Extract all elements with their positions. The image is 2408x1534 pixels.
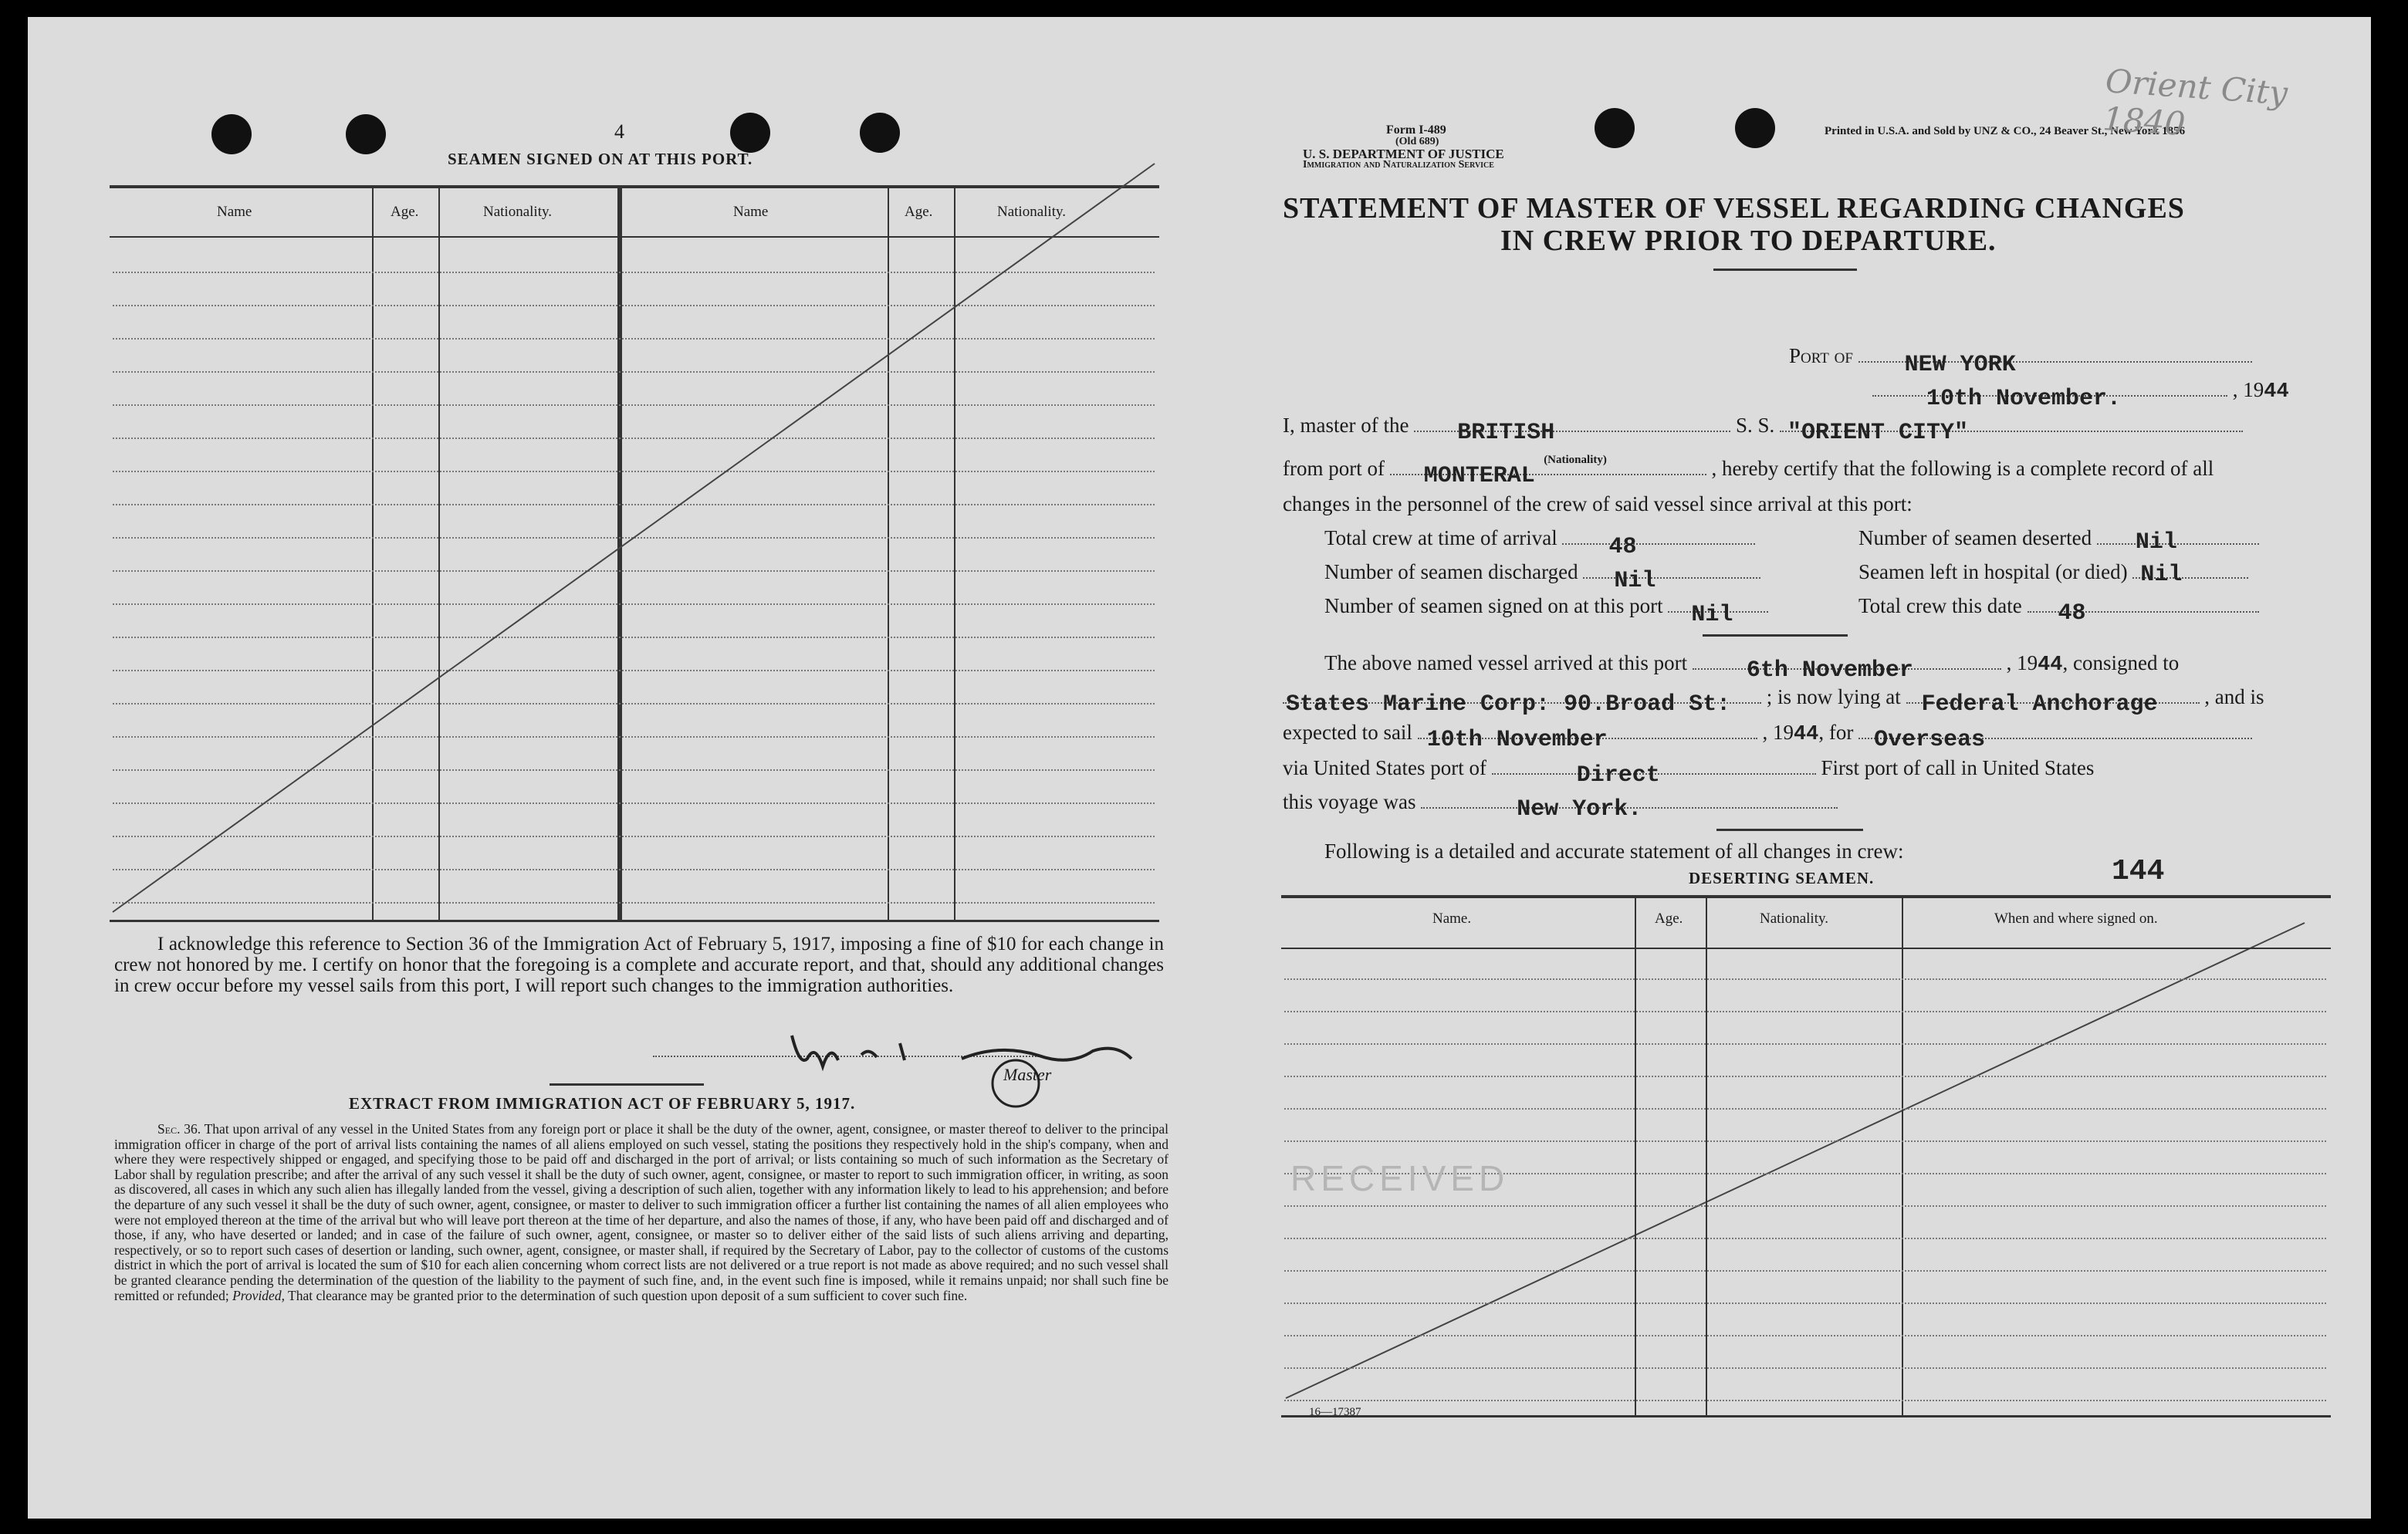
- via-value: Direct: [1576, 762, 1660, 789]
- first-port-label: First port of call in United States: [1821, 756, 2095, 779]
- deserting-title: DESERTING SEAMEN.: [1689, 869, 1875, 887]
- hospital-field: [1858, 560, 2248, 588]
- table-row: [1284, 1043, 2326, 1045]
- form-title-line2: IN CREW PRIOR TO DEPARTURE.: [1500, 225, 1997, 257]
- total-crew-date-value: 48: [2058, 600, 2086, 627]
- via-line: [1283, 756, 2095, 789]
- from-port-label: from port of: [1283, 457, 1385, 480]
- printer-credit: Printed in U.S.A. and Sold by UNZ & CO., 24 Beaver St., New York 1856: [1825, 125, 2186, 137]
- table-top-rule: [1281, 895, 2331, 898]
- following-text: Following is a detailed and accurate statement of all changes in crew:: [1324, 840, 1904, 863]
- table-header-rule: [1281, 948, 2331, 949]
- service-name: Immigration and Naturalization Service: [1303, 159, 1494, 171]
- table-row: [1284, 1205, 2326, 1207]
- received-stamp: RECEIVED: [1290, 1158, 1510, 1198]
- table-row: [1284, 1108, 2326, 1110]
- form-number: Form I-489: [1386, 123, 1446, 137]
- column-header-signed-on: When and where signed on.: [1994, 911, 2158, 927]
- deserting-number: 144: [2112, 855, 2165, 888]
- voyage-label: this voyage was: [1283, 790, 1416, 813]
- signature-label: Master: [1003, 1065, 1052, 1084]
- department-name: U. S. DEPARTMENT OF JUSTICE: [1303, 147, 1504, 161]
- lying-label: ; is now lying at: [1766, 685, 1901, 708]
- table-row: [1284, 1076, 2326, 1077]
- column-header-age: Age.: [1655, 911, 1683, 927]
- from-port-line: [1283, 457, 2214, 489]
- title-underline: [1713, 269, 1857, 271]
- column-header-age: Age.: [391, 204, 419, 220]
- expected-year-prefix: 19: [1772, 721, 1794, 744]
- master-label: I, master of the: [1283, 414, 1409, 437]
- discharged-label: Number of seamen discharged: [1324, 560, 1578, 583]
- table-row: [1284, 1140, 2326, 1142]
- consignee-value: States Marine Corp: 90.Broad St:: [1286, 691, 1731, 718]
- expected-label: expected to sail: [1283, 721, 1412, 744]
- discharged-field: [1324, 560, 1760, 594]
- column-header-age: Age.: [905, 204, 933, 220]
- changes-text: changes in the personnel of the crew of said vessel since arrival at this port:: [1283, 492, 1913, 515]
- page-number: 4: [614, 120, 624, 143]
- total-crew-arrival-value: 48: [1608, 534, 1637, 560]
- hospital-label: Seamen left in hospital (or died): [1858, 560, 2128, 583]
- table-row: [1284, 1303, 2326, 1304]
- table-row: [1284, 1270, 2326, 1272]
- extract-section-label: Sec. 36.: [157, 1121, 201, 1137]
- date-value: 10th November.: [1926, 386, 2122, 412]
- consignee-line: [1283, 685, 2264, 718]
- nationality-value: BRITISH: [1457, 420, 1555, 446]
- lying-value: Federal Anchorage: [1921, 691, 2158, 718]
- extract-text: That upon arrival of any vessel in the United States from any foreign port or place it shall be the duty of the owner, agent, consignee, or master thereof to deliver to the principal immigration officer in charge of the port of arrival lists containing the names of all aliens employed on such vessel, stating the positions they respectively hold in the ship's company, when and where they were respectively shipped or engaged, and specifying those to be paid off and discharged in the port of arrival; or lists containing so much of such information as the Secretary of Labor shall by regulation prescribe; and after the arrival of any such vessel it shall be the duty of such owner, agent, consignee, or master to report to such immigration officer, in writing, as soon as discovered, all cases in which any such alien has illegally landed from the vessel, giving a description of such alien, together with any information likely to lead to his apprehension; and before the departure of any such vessel it shall be the duty of such owner, agent, consignee, or master to deliver to such immigration officer a further list containing the names of all alien employees who were not employed thereon at the time of the arrival but who will leave port thereon at the time of her departure, and also the names of those, if any, who have been paid off and discharged and of those, if any, who have deserted or landed; and in case of the failure of such owner, agent, consignee, or master so to deliver either of the said lists of such aliens arriving and departing, respectively, or so to report such cases of desertion or landing, such owner, agent, consignee, or master shall, if required by the Secretary of Labor, pay to the collector of customs of the customs district in which the port of arrival is located the sum of $10 for each alien concerning whom correct lists are not delivered or a true report is not made as above required; and no such vessel shall be granted clearance pending the determination of the question of the liability to the payment of such fine, and, in the event such fine is imposed, while it remains unpaid; nor shall such fine be remitted or refunded;: [114, 1121, 1168, 1303]
- left-page-title: SEAMEN SIGNED ON AT THIS PORT.: [448, 150, 753, 168]
- table-row: [1284, 1400, 2326, 1401]
- hospital-value: Nil: [2140, 562, 2183, 588]
- for-label: , for: [1818, 721, 1854, 744]
- signed-on-field: [1324, 594, 1768, 628]
- port-value: NEW YORK: [1904, 352, 2016, 378]
- via-label: via United States port of: [1283, 756, 1486, 779]
- nationality-caption: (Nationality): [1544, 454, 1607, 466]
- signed-on-value: Nil: [1691, 602, 1733, 628]
- column-header-name: Name: [217, 204, 252, 220]
- deserted-field: [1858, 526, 2259, 556]
- arrived-line: The above named vessel arrived at this port 6th November , 1944, consigned to: [1324, 651, 2180, 684]
- vessel-name-value: "ORIENT CITY": [1787, 420, 1969, 446]
- arrived-value: 6th November: [1746, 657, 1913, 684]
- extract-body: [114, 1122, 1168, 1303]
- extract-title: EXTRACT FROM IMMIGRATION ACT OF FEBRUARY 5, 1917.: [349, 1094, 856, 1113]
- table-row: [1284, 1011, 2326, 1012]
- and-is-label: , and is: [2204, 685, 2264, 708]
- deserted-label: Number of seamen deserted: [1858, 526, 2092, 549]
- master-line: [1283, 414, 2243, 466]
- discharged-value: Nil: [1614, 568, 1656, 594]
- total-crew-date-label: Total crew this date: [1858, 594, 2022, 617]
- table-row: [1284, 1367, 2326, 1369]
- form-title-line1: STATEMENT OF MASTER OF VESSEL REGARDING CHANGES: [1283, 192, 2185, 225]
- arrived-year-value: 44: [2038, 654, 2063, 677]
- column-header-nationality: Nationality.: [1760, 911, 1828, 927]
- column-header-nationality: Nationality.: [483, 204, 552, 220]
- deserted-value: Nil: [2135, 529, 2177, 556]
- column-header-nationality: Nationality.: [997, 204, 1066, 220]
- table-row: [1284, 978, 2326, 980]
- extract-tail: That clearance may be granted prior to the determination of such question upon deposit of a sum sufficient to cover such fine.: [288, 1287, 968, 1303]
- arrived-label: The above named vessel arrived at this port: [1324, 651, 1688, 674]
- total-crew-arrival-label: Total crew at time of arrival: [1324, 526, 1557, 549]
- port-field: [1789, 344, 2252, 378]
- column-header-name: Name: [733, 204, 769, 220]
- table-col-divider: [1706, 898, 1707, 1415]
- section-divider: [550, 1083, 704, 1086]
- corner-handwritten-note: Orient City 1840: [2102, 62, 2289, 144]
- table-col-divider: [1902, 898, 1903, 1415]
- expected-line: expected to sail 10th November , 1944, for Overseas: [1283, 721, 2252, 746]
- year-prefix: 19: [2243, 378, 2264, 401]
- section-divider: [1716, 829, 1863, 831]
- table-row: [1284, 1335, 2326, 1336]
- consigned-label: , consigned to: [2062, 651, 2180, 674]
- total-crew-arrival-field: [1324, 526, 1755, 560]
- certify-text: , hereby certify that the following is a complete record of all: [1711, 457, 2214, 480]
- table-col-divider: [1635, 898, 1636, 1415]
- for-value: Overseas: [1874, 727, 1986, 753]
- footer-code: 16—17387: [1309, 1406, 1361, 1418]
- acknowledgement-text: I acknowledge this reference to Section 36 of the Immigration Act of February 5, 1917, imposing a fine of $10 for each change in crew not honored by me. I certify on honor that the foregoing is a complete and accurate report, and that, should any additional changes in crew occur before my vessel sails from this port, I will report such changes to the immigration authorities.: [114, 934, 1164, 996]
- table-bottom-rule: [1281, 1415, 2331, 1417]
- total-crew-date-field: [1858, 594, 2259, 627]
- expected-year-value: 44: [1793, 723, 1819, 746]
- year-value: 44: [2264, 380, 2289, 404]
- date-field: 10th November. , 1944: [1872, 378, 2289, 404]
- extract-provided: Provided,: [232, 1287, 285, 1303]
- signed-on-label: Number of seamen signed on at this port: [1324, 594, 1663, 617]
- section-divider: [1703, 634, 1848, 637]
- from-port-value: MONTERAL: [1423, 463, 1535, 489]
- column-header-name: Name.: [1432, 911, 1472, 927]
- port-label: Port of: [1789, 344, 1853, 367]
- voyage-line: [1283, 790, 1838, 823]
- document-sheet: [28, 17, 2371, 1519]
- ss-label: S. S.: [1735, 414, 1775, 437]
- arrived-year-prefix: 19: [2017, 651, 2038, 674]
- voyage-value: New York.: [1517, 796, 1642, 823]
- table-row: [1284, 1238, 2326, 1239]
- form-old-number: (Old 689): [1395, 136, 1439, 147]
- expected-value: 10th November: [1426, 727, 1608, 753]
